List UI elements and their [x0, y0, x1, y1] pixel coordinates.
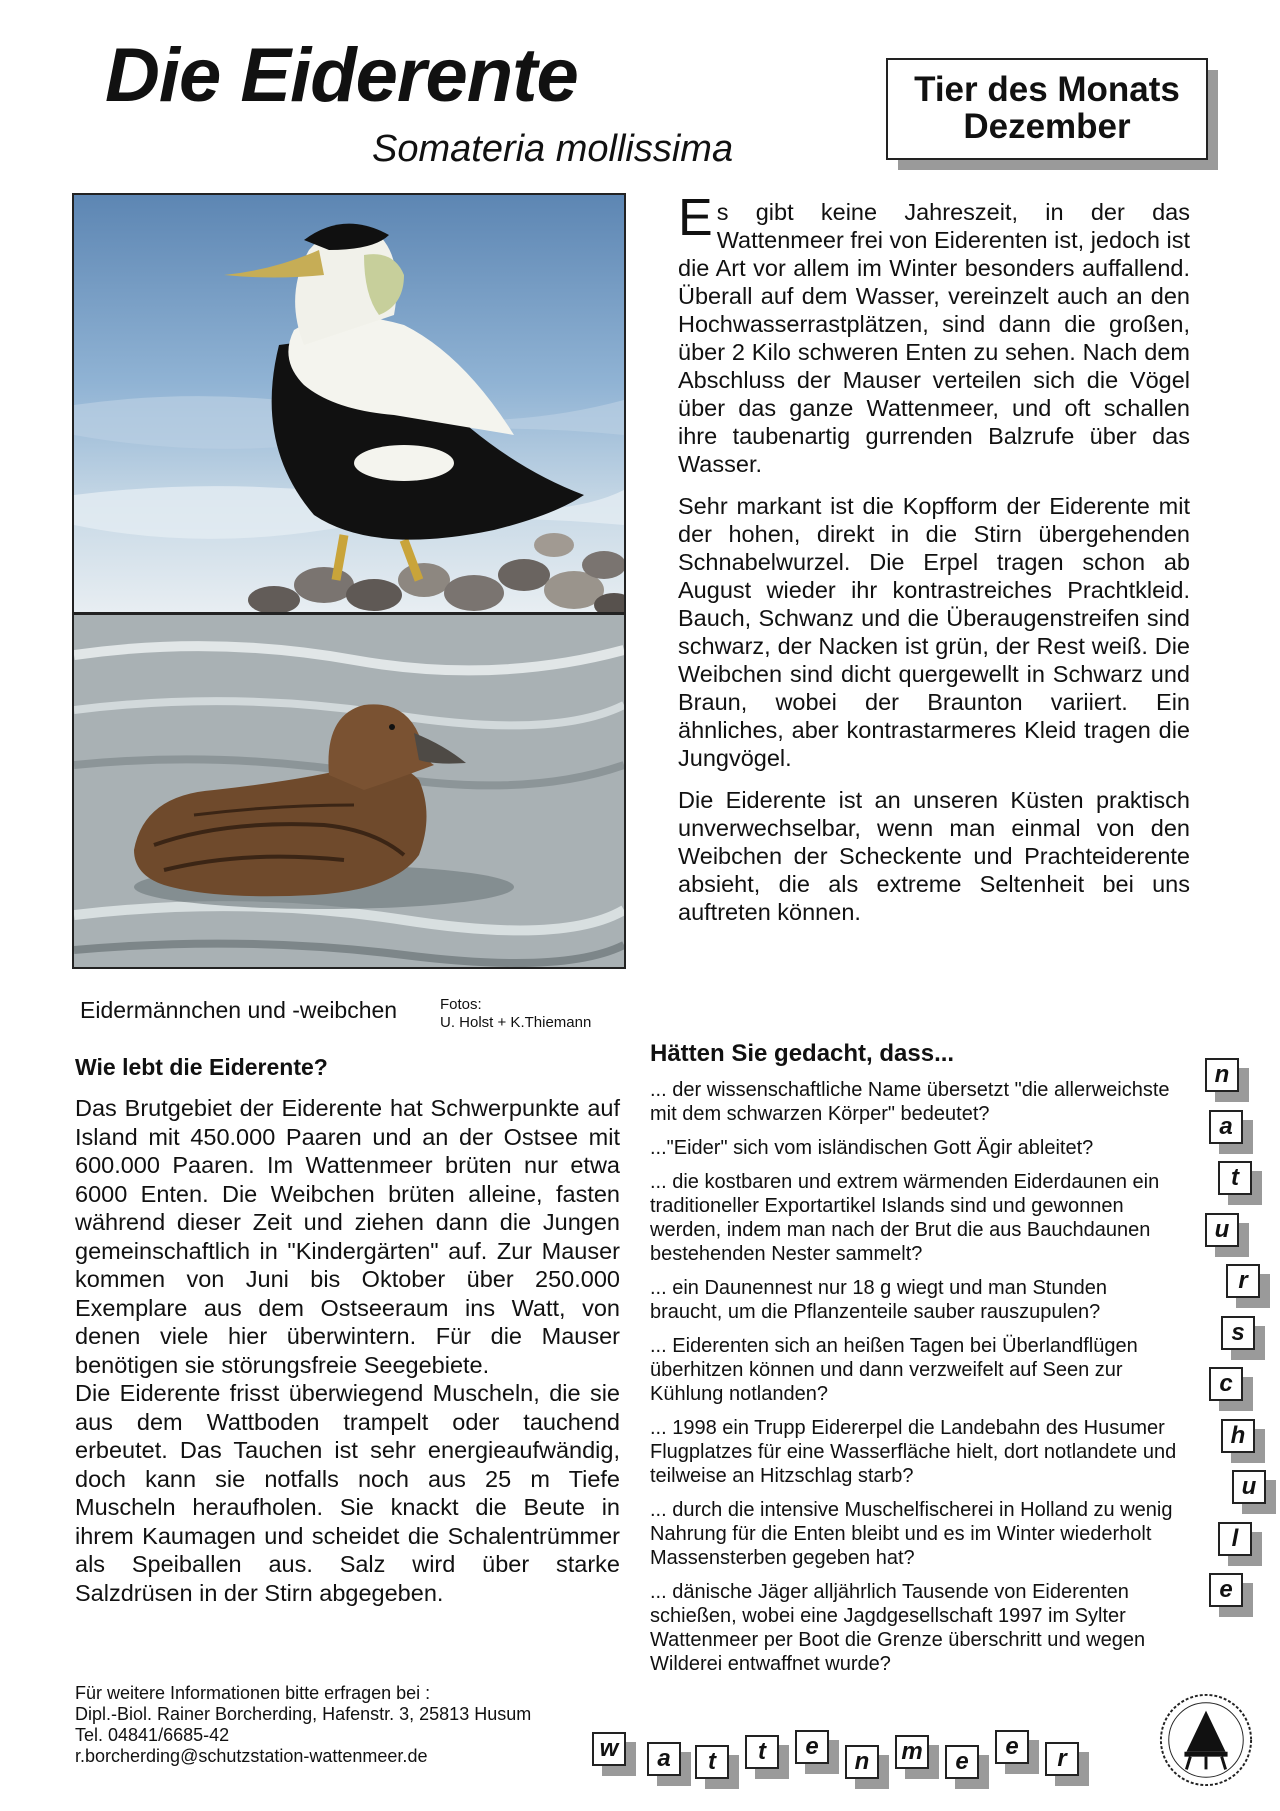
- letter-tile: e: [995, 1730, 1029, 1764]
- letter-tile: r: [1226, 1264, 1260, 1298]
- lebensweise-paragraph-2: Die Eiderente frisst überwiegend Muscheln, die sie aus dem Wattboden trampelt oder tauchend erbeutet. Das Tauchen ist sehr energieaufwändig, doch kann sie notfalls noch aus 25 m Tiefe Muscheln heraufholen. Sie knackt die Beute in ihrem Kaumagen und scheidet die Schalentrümmer als Speiballen aus. Salz wird über starke Salzdrüsen in der Stirn abgegeben.: [75, 1380, 620, 1606]
- fact-item: ... durch die intensive Muschelfischerei in Holland zu wenig Nahrung für die Enten bleibt und es im Winter wiederholt Massensterben gegeben hat?: [650, 1499, 1173, 1569]
- letter-tile: n: [845, 1745, 879, 1779]
- intro-paragraph-2: Sehr markant ist die Kopfform der Eiderente mit der hohen, direkt in die Stirn übergehenden Schnabelwurzel. Die Erpel tragen schon ab August wieder ihr kontrastreiches Prachtkleid. Bauch, Schwanz und die Überaugenstreifen sind schwarz, der Nacken ist grün, der Rest weiß. Die Weibchen sind dicht quergewellt in Schwarz und Braun, wobei der Braunton variiert. Ein ähnliches, aber kontrastarmeres Kleid tragen die Jungvögel.: [678, 493, 1190, 771]
- letter-tile: u: [1205, 1213, 1239, 1247]
- fact-item: ... Eiderenten sich an heißen Tagen bei Überlandflügen überhitzen können und dann verzweifelt auf Seen zur Kühlung notlanden?: [650, 1335, 1138, 1405]
- fact-item: ... der wissenschaftliche Name übersetzt "die allerweichste mit dem schwarzen Körper" bedeutet?: [650, 1079, 1170, 1125]
- letter-tile: a: [1209, 1110, 1243, 1144]
- letter-tile: c: [1209, 1367, 1243, 1401]
- letter-tile: t: [695, 1745, 729, 1779]
- contact-line-2: Dipl.-Biol. Rainer Borcherding, Hafenstr. 3, 25813 Husum: [75, 1704, 532, 1724]
- contact-line-1: Für weitere Informationen bitte erfragen bei :: [75, 1683, 431, 1703]
- male-eider-photo: [74, 195, 624, 613]
- letter-tile: a: [647, 1742, 681, 1776]
- facts-heading: Hätten Sie gedacht, dass...: [650, 1040, 955, 1067]
- fact-item: ..."Eider" sich vom isländischen Gott Ägir ableitet?: [650, 1137, 1094, 1159]
- badge-line-2: Dezember: [963, 107, 1131, 146]
- letter-tile: m: [895, 1735, 929, 1769]
- letter-tile: w: [592, 1732, 626, 1766]
- drop-cap: E: [678, 189, 713, 247]
- letter-tile: t: [1218, 1161, 1252, 1195]
- scientific-name: Somateria mollissima: [372, 128, 734, 170]
- intro-paragraph-1-text: s gibt keine Jahreszeit, in der das Wattenmeer frei von Eiderenten ist, jedoch ist die Art vor allem im Winter besonders auffallend. Überall auf dem Wasser, vereinzelt auch an den Hochwasserrastplätzen, sind dann die großen, über 2 Kilo schweren Enten zu sehen. Nach dem Abschluss der Mauser verteilen sich die Vögel über das ganze Wattenmeer, und oft schallen ihre taubenartig gurrenden Balzrufe über das Wasser.: [678, 199, 1190, 477]
- fact-item: ... 1998 ein Trupp Eidererpel die Landebahn des Husumer Flugplatzes für eine Wasserfläche hielt, dort notlandete und teilweise an Hitzschlag starb?: [650, 1417, 1177, 1487]
- contact-info: [75, 1683, 635, 1767]
- facts-list: [650, 1078, 1180, 1686]
- section-body-lebensweise: [75, 1094, 620, 1607]
- intro-paragraph-3: Die Eiderente ist an unseren Küsten praktisch unverwechselbar, wenn man einmal von den Weibchen der Scheckente und Prachteiderente absieht, die als extreme Seltenheit bei uns auftreten können.: [678, 787, 1190, 925]
- schutzstation-logo-icon: [1157, 1691, 1255, 1789]
- intro-paragraph-1: [678, 189, 1190, 478]
- page-title: Die Eiderente: [105, 33, 578, 118]
- section-heading-lebensweise: Wie lebt die Eiderente?: [75, 1054, 328, 1080]
- letter-tile: n: [1205, 1058, 1239, 1092]
- photo-frame: [72, 193, 626, 969]
- badge-line-1: Tier des Monats: [914, 70, 1180, 110]
- photo-credit-names: U. Holst + K.Thiemann: [440, 1014, 592, 1031]
- contact-email: r.borcherding@schutzstation-wattenmeer.de: [75, 1746, 428, 1766]
- letter-tile: l: [1218, 1522, 1252, 1556]
- female-eider-photo: [74, 615, 624, 967]
- letter-tile: u: [1232, 1470, 1266, 1504]
- tier-des-monats-badge: [886, 58, 1208, 160]
- intro-text: [678, 189, 1190, 940]
- fact-item: ... dänische Jäger alljährlich Tausende von Eiderenten schießen, wobei eine Jagdgesellschaft 1997 im Sylter Wattenmeer per Boot die Grenze überschritt und wegen Wilderei entwaffnet wurde?: [650, 1581, 1146, 1675]
- photo-credit-label: Fotos:: [440, 996, 482, 1013]
- letter-tile: h: [1221, 1419, 1255, 1453]
- letter-tile: e: [1209, 1573, 1243, 1607]
- fact-item: ... ein Daunennest nur 18 g wiegt und man Stunden braucht, um die Pflanzenteile sauber rauszupulen?: [650, 1277, 1107, 1323]
- letter-tile: t: [745, 1735, 779, 1769]
- photo-credit: [440, 996, 591, 1032]
- contact-line-3: Tel. 04841/6685-42: [75, 1725, 230, 1745]
- fact-item: ... die kostbaren und extrem wärmenden Eiderdaunen ein traditioneller Exportartikel Islands sind und gewonnen werden, indem man nach der Brut die aus Bauchdaunen bestehenden Nester sammelt?: [650, 1171, 1160, 1265]
- letter-tile: e: [795, 1730, 829, 1764]
- lebensweise-paragraph-1: Das Brutgebiet der Eiderente hat Schwerpunkte auf Island mit 450.000 Paaren und an der Ostsee mit 600.000 Paaren. Im Wattenmeer brüten nur etwa 6000 Enten. Die Weibchen brüten alleine, fasten während dieser Zeit und ziehen dann die Jungen gemeinschaftlich in "Kindergärten" auf. Zur Mauser kommen von Juni bis Oktober über 250.000 Exemplare aus dem Ostseeraum ins Watt, von denen viele hier überwintern. Für die Mauser benötigen sie störungsfreie Seegebiete.: [75, 1095, 620, 1378]
- letter-tile: e: [945, 1745, 979, 1779]
- photo-caption: Eidermännchen und -weibchen: [80, 997, 398, 1023]
- letter-tile: r: [1045, 1742, 1079, 1776]
- letter-tile: s: [1221, 1316, 1255, 1350]
